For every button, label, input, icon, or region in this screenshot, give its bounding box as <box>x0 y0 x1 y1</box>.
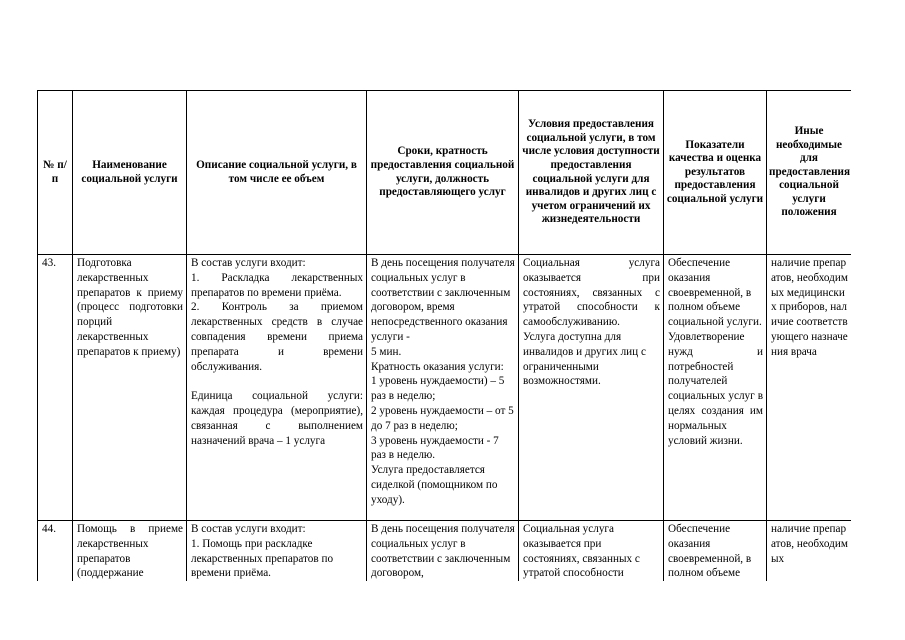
description-line: 2. Контроль за приемом лекарственных средств в случае совпадения времени приема препарата и времени обслуживания. <box>191 301 363 373</box>
table-header-row <box>38 91 852 255</box>
header-quality-indicators: Показатели качества и оценка результатов предоставления социальной услуги <box>664 91 767 255</box>
terms-line: 5 мин. <box>371 345 402 358</box>
header-number: № п/п <box>38 91 73 255</box>
terms-line: Услуга предоставляется сиделкой (помощником по уходу). <box>371 464 498 506</box>
indicators-line: Обеспечение оказания своевременной, в полном объеме социальной услуги. <box>668 257 762 329</box>
other-provisions-cell: наличие препаратов, необходимых медицинских приборов, наличие соответствующего назначения врача <box>767 255 852 521</box>
header-description: Описание социальной услуги, в том числе ее объем <box>187 91 367 255</box>
social-services-table <box>37 90 851 581</box>
terms-line: 3 уровень нуждаемости - 7 раз в неделю. <box>371 434 499 462</box>
row-number: 44. <box>38 521 73 582</box>
header-conditions: Условия предоставления социальной услуги, в том числе условия доступности предоставления социальной услуги для инвалидов и других лиц с учетом ограничений их жизнедеятельности <box>519 91 664 255</box>
table-row <box>38 255 852 521</box>
header-other-provisions: Иные необходимые для предоставления социальной услуги положения <box>767 91 852 255</box>
header-service-name: Наименование социальной услуги <box>73 91 187 255</box>
services-table-container <box>37 90 851 581</box>
conditions-line: Социальная услуга оказывается при состояниях, связанных с утратой способности <box>523 523 640 580</box>
description-line: 1. Раскладка лекарственных препаратов по времени приёма. <box>191 271 363 299</box>
terms-cell <box>367 521 519 582</box>
service-name-cell: Помощь в приеме лекарственных препаратов (поддержание <box>73 521 187 582</box>
indicators-line: Удовлетворение нужд и потребностей получателей социальных услуг в целях создания им нормальных условий жизни. <box>668 330 763 447</box>
description-line: Единица социальной услуги: каждая процедура (мероприятие), связанная с выполнением назначений врача – 1 услуга <box>191 390 363 447</box>
conditions-cell <box>519 255 664 521</box>
terms-line: 2 уровень нуждаемости – от 5 до 7 раз в неделю; <box>371 404 514 432</box>
conditions-line: Услуга доступна для инвалидов и других лиц с ограниченными возможностями. <box>523 330 646 388</box>
description-line: В состав услуги входит: <box>191 523 306 535</box>
description-cell <box>187 255 367 521</box>
paragraph-gap <box>191 374 363 389</box>
service-name-cell: Подготовка лекарственных препаратов к приему (процесс подготовки порций лекарственных препаратов к приему) <box>73 255 187 521</box>
description-cell <box>187 521 367 582</box>
indicators-line: Обеспечение оказания своевременной, в полном объеме <box>668 523 752 580</box>
terms-line: Кратность оказания услуги: <box>371 360 504 373</box>
header-terms: Сроки, кратность предоставления социальной услуги, должность предоставляющего услуг <box>367 91 519 255</box>
indicators-cell <box>664 521 767 582</box>
terms-line: 1 уровень нуждаемости) – 5 раз в неделю; <box>371 375 505 403</box>
indicators-cell <box>664 255 767 521</box>
terms-line: В день посещения получателя социальных услуг в соответствии с заключенным договором, время непосредственного оказания услуги - <box>371 257 515 343</box>
table-row <box>38 521 852 582</box>
other-provisions-cell: наличие препаратов, необходимых <box>767 521 852 582</box>
conditions-line: Социальная услуга оказывается при состояниях, связанных с утратой способности к самообслуживанию. <box>523 257 660 329</box>
description-line: 1. Помощь при раскладке лекарственных препаратов по времени приёма. <box>191 537 334 580</box>
row-number: 43. <box>38 255 73 521</box>
terms-line: В день посещения получателя социальных услуг в соответствии с заключенным договором, <box>371 523 515 580</box>
conditions-cell <box>519 521 664 582</box>
description-line: В состав услуги входит: <box>191 257 306 269</box>
terms-cell <box>367 255 519 521</box>
